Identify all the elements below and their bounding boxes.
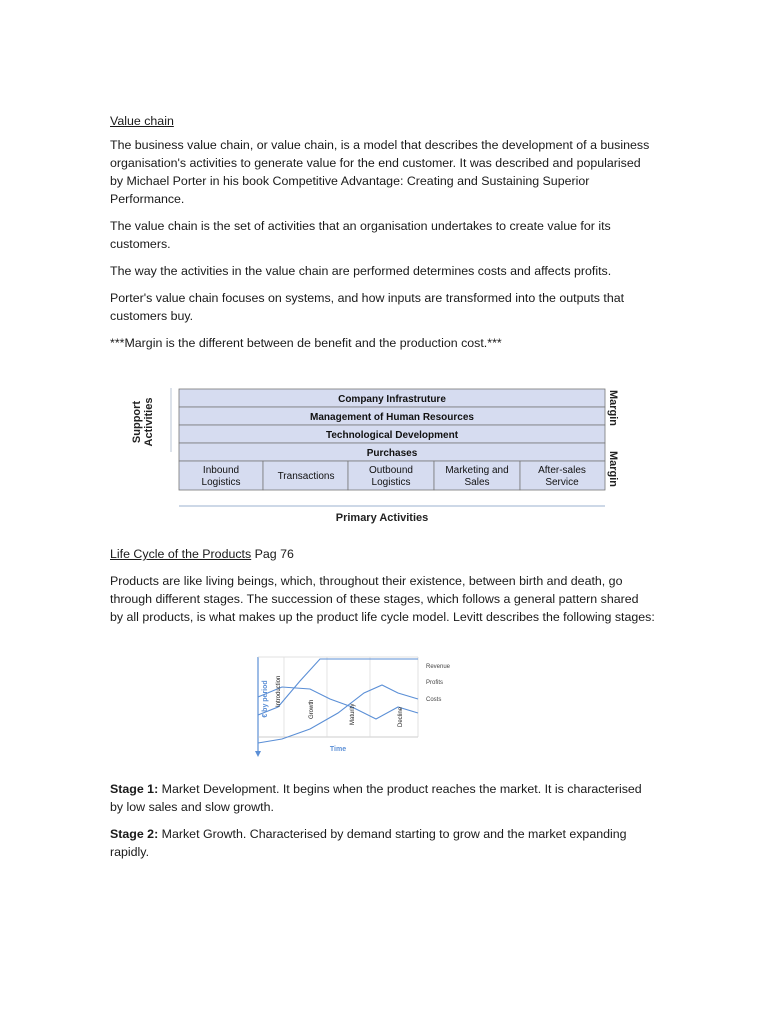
stage-label: Maturity [350, 703, 356, 725]
paragraph: The value chain is the set of activities that an organisation undertakes to create value for its customers. [110, 219, 611, 251]
legend-label: Revenue [426, 664, 451, 670]
primary-label: Outbound [369, 465, 413, 476]
primary-label: Transactions [277, 471, 335, 482]
support-activities-label-line2: Activities [143, 397, 155, 447]
x-axis-label: Time [329, 746, 347, 753]
primary-activities [179, 461, 605, 490]
support-rows [179, 389, 605, 461]
stage-2-paragraph: Stage 2: Market Growth. Characterised by demand starting to grow and the market expanding rapidly. [110, 827, 627, 859]
primary-activities-label: Primary Activities [335, 512, 429, 524]
primary-label: Sales [464, 477, 490, 488]
section-heading-life-cycle: Life Cycle of the Products Pag 76 [110, 547, 294, 561]
primary-label: After-sales [538, 465, 586, 476]
stage-1-paragraph: Stage 1: Market Development. It begins when the product reaches the market. It is characterised by low sales and slow growth. [110, 782, 642, 814]
paragraph: The way the activities in the value chain are performed determines costs and affects profits. [110, 264, 612, 278]
primary-label: Inbound [202, 465, 240, 476]
stage-label: Growth [309, 699, 315, 719]
stage-label: Introduction [276, 675, 282, 707]
support-row-label: Purchases [366, 448, 418, 459]
margin-note: ***Margin is the different between de benefit and the production cost.*** [110, 336, 502, 350]
support-activities-label-line1: Support [131, 400, 143, 444]
support-row-label: Company Infrastruture [338, 394, 446, 405]
primary-label: Logistics [201, 477, 241, 488]
product-life-cycle-chart [252, 655, 477, 763]
paragraph: The business value chain, or value chain, is a model that describes the development of a business organisation's activities to generate value for the end customer. It was described and popularised by Michael Porter in his book Competitive Advantage: Creating and Sustaining Superior Performance. [110, 138, 650, 206]
primary-label: Service [545, 477, 579, 488]
legend-label: Profits [426, 680, 444, 686]
margin-label-top: Margin [607, 389, 619, 427]
primary-label: Marketing and [445, 465, 509, 476]
legend-label: Costs [426, 697, 442, 703]
support-row-label: Technological Development [325, 430, 459, 441]
y-axis-label: € by period [262, 680, 269, 718]
primary-label: Logistics [371, 477, 411, 488]
section-heading-value-chain: Value chain [110, 114, 174, 128]
stage-label: Decline [398, 706, 404, 727]
paragraph: Porter's value chain focuses on systems, and how inputs are transformed into the outputs that customers buy. [110, 291, 625, 323]
paragraph: Products are like living beings, which, throughout their existence, between birth and death, go through different stages. The succession of these stages, which follows a general pattern shared by all products, is what makes up the product life cycle model. Levitt describes the following stages: [110, 574, 655, 624]
y-axis-arrow [255, 751, 261, 757]
costs-curve [258, 685, 418, 743]
value-chain-diagram [128, 382, 628, 527]
support-row-label: Management of Human Resources [310, 412, 474, 423]
margin-label-bottom: Margin [607, 450, 619, 488]
document-page [110, 112, 655, 870]
